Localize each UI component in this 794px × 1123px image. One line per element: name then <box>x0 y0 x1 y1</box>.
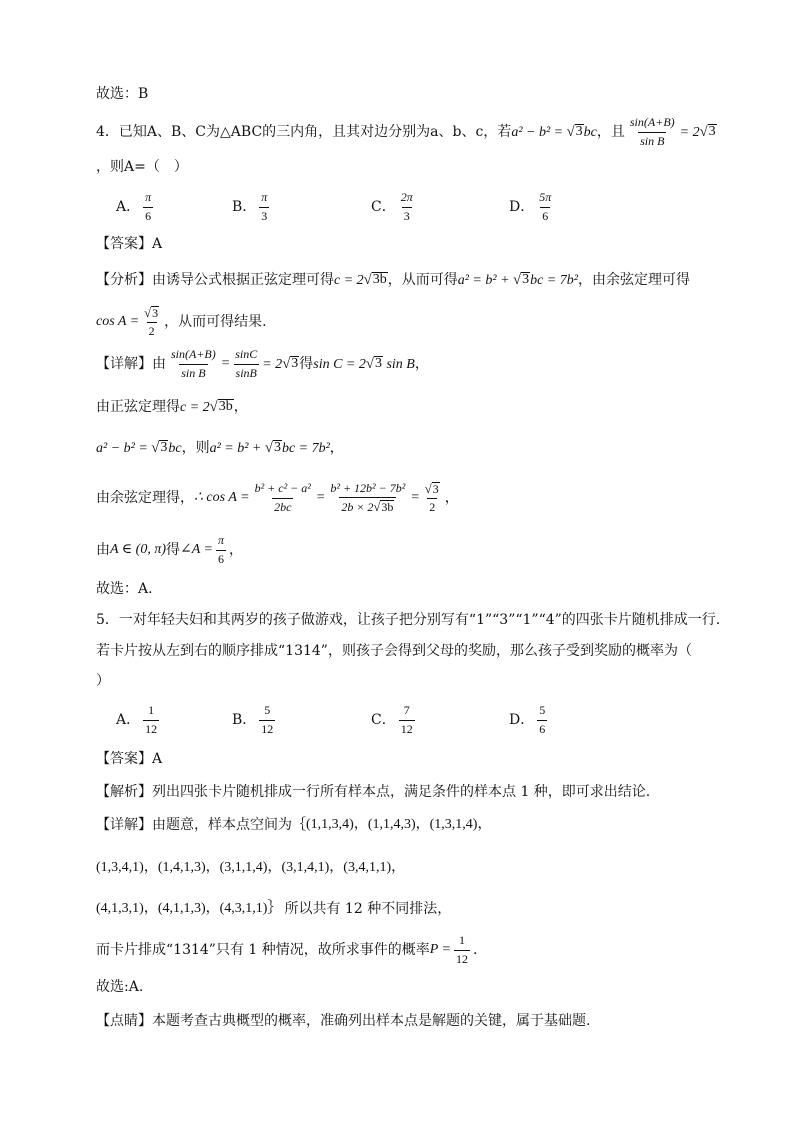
q4-detail-line-5: 由 A ∈ (0, π) 得 ∠A = $\frac{\pi}{6}$ ， <box>96 533 243 566</box>
answer-tag: 【答案】 <box>96 236 152 252</box>
q5-detail-line-4: 而卡片排成“1314”只有 1 种情况，故所求事件的概率 P = $\frac{1}{12}$ . <box>96 933 478 966</box>
q5-detail-line-3: (4,1,3,1)，(4,1,1,3)，(4,3,1,1)｝ 所以共有 12 种不同排法， <box>96 901 452 917</box>
q4-analysis-line-1: 【分析】 由诱导公式根据正弦定理可得 c = 2 √ 3b ，从而可得 a² = b² + √ 3 bc = 7b² ，由余弦定理可得 <box>96 271 690 288</box>
q4-detail-line-1: 【详解】 由 $\frac{\sin(A+B)}{\text{sin B}}$ = $\frac{\sin C}{\sin B}$ = 2 √ 3 得 sin C = 2 √ 3 sin B ， <box>96 347 429 380</box>
q4-final: 故选：A. <box>96 581 153 597</box>
q5-final: 故选:A. <box>96 979 144 995</box>
q5-detail-line-2: (1,3,4,1)，(1,4,1,3)，(3,1,1,4)，(3,1,4,1)，(3,4,1,1)， <box>96 860 406 875</box>
sqrt-symbol: √ 3 <box>566 123 583 140</box>
q4-option-d: D． $\frac{5\pi}{6}$ <box>509 190 552 223</box>
q4-detail-line-2: 由正弦定理得 c = 2 √ 3b ， <box>96 398 248 415</box>
question-4-stem: 4．已知A、B、C为△ABC的三内角，且其对边分别为a、b、c，若 a² − b² = √ 3 bc ，且 $\frac{\sin(A+B)}{\text{sin B}}$ = 2 √ 3 <box>96 115 716 148</box>
q5-option-b: B． $\frac{5}{12}$ <box>232 703 274 736</box>
previous-answer: 故选：B <box>96 86 149 102</box>
q4-analysis-line-2: cos A = √ 3 2 ，从而可得结果. <box>96 305 267 338</box>
q4-detail-line-3: a² − b² = √ 3 bc ，则 a² = b² + √ 3 bc = 7b² ， <box>96 439 344 456</box>
q4-option-c: C． $\frac{2\pi}{3}$ <box>371 190 413 223</box>
q4-final-line <box>96 582 704 596</box>
q5-detail-line-1: 【详解】 由题意，样本点空间为｛ (1,1,3,4)，(1,1,4,3)，(1,3,1,4)， <box>96 817 492 833</box>
solution-tag: 【解析】 <box>96 784 152 800</box>
question-4-options <box>116 190 704 224</box>
q5-answer: A <box>152 751 163 767</box>
q4-condition-1: a² − b² = √ 3 bc <box>511 123 597 140</box>
question-5-stem-3: ） <box>96 673 110 689</box>
question-5-stem-1: 5．一对年轻夫妇和其两岁的孩子做游戏，让孩子把分别写有“1”“3”“1”“4”的四张卡片随机排成一行. <box>96 612 721 628</box>
previous-answer-line <box>96 87 704 101</box>
question-4-stem-cont: ，则A=（ ） <box>96 159 188 175</box>
q4-answer-line <box>96 237 704 251</box>
question-5-options <box>116 702 704 738</box>
q4-answer: A <box>152 236 163 252</box>
q4-option-b: B． $\frac{\pi}{3}$ <box>232 190 268 223</box>
q4-stem-text: 4．已知A、B、C为△ABC的三内角，且其对边分别为a、b、c，若 <box>96 124 512 140</box>
q5-final-line <box>96 980 704 994</box>
q4-detail-line-4: 由余弦定理得， ∴ cos A = $\frac{\text{b² + c² − a²}}{2bc}$ = b² + 12b² − 7b² 2b × 2 √ 3b = √ 3 2 ， <box>96 480 459 514</box>
q5-option-d: D． $\frac{5}{6}$ <box>509 703 546 736</box>
question-5-stem-2: 若卡片按从左到右的顺序排成“1314”，则孩子会得到父母的奖励，那么孩子受到奖励的概率为（ <box>96 643 692 659</box>
q4-condition-2-fraction: $\frac{\sin(A+B)}{\text{sin B}}$ <box>629 115 675 148</box>
q4-option-a: A． $\frac{\pi}{6}$ <box>116 190 152 223</box>
q5-answer-line: 【答案】 A <box>96 751 163 767</box>
detail-tag: 【详解】 <box>96 356 152 372</box>
q5-note-line: 【点睛】 本题考查古典概型的概率，准确列出样本点是解题的关键，属于基础题. <box>96 1013 591 1029</box>
note-tag: 【点睛】 <box>96 1013 152 1029</box>
q5-option-c: C． $\frac{7}{12}$ <box>371 703 413 736</box>
q5-solution-line: 【解析】 列出四张卡片随机排成一行所有样本点，满足条件的样本点 1 种，即可求出结论. <box>96 784 651 800</box>
analysis-tag: 【分析】 <box>96 271 152 288</box>
q5-option-a: A． $\frac{1}{12}$ <box>116 703 158 736</box>
